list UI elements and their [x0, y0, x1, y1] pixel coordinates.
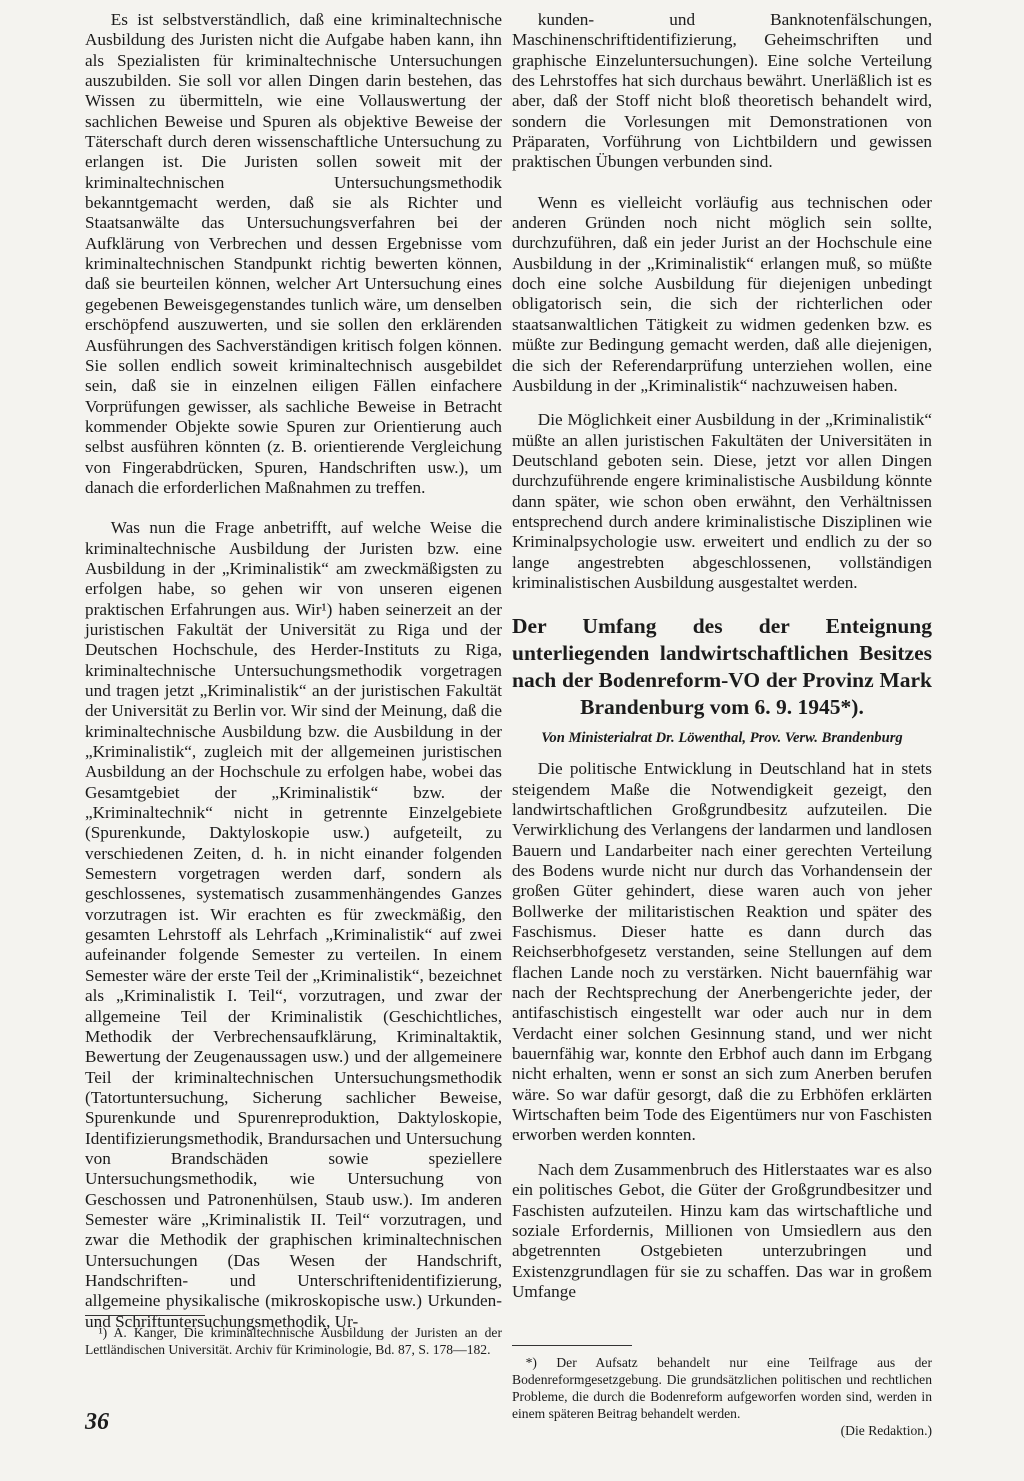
footnote-text: ¹) A. Kanger, Die kriminaltechnische Ausbildung der Juristen an der Lettländischen Universität. Archiv für Kriminologie, Bd. 87, S. 178—182. [85, 1325, 502, 1357]
article-title: Der Umfang des der Enteignung unterliegenden landwirtschaftlichen Besitzes nach der Bodenreform-VO der Provinz Mark Brandenburg vom 6. 9. 1945*). [512, 614, 932, 720]
footnote-signature: (Die Redaktion.) [840, 1423, 932, 1438]
footnote-divider [85, 1315, 205, 1316]
footnote-left [85, 1324, 502, 1358]
footnote-text: *) Der Aufsatz behandelt nur eine Teilfrage aus der Bodenreformgesetzgebung. Die grundsätzlichen politischen und rechtlichen Probleme, die durch die Bodenreform aufgeworfen worden sind, werden in einem späteren Beitrag behandelt werden. [512, 1355, 932, 1421]
paragraph: Was nun die Frage anbetrifft, auf welche Weise die kriminaltechnische Ausbildung der Juristen bzw. eine Ausbildung in der „Kriminalistik“ am zweckmäßigsten zu erfolgen habe, so gehen wir von unseren eigenen praktischen Erfahrungen aus. Wir¹) haben seinerzeit an der juristischen Fakultät der Universität zu Riga und der Deutschen Hochschule, des Herder-Instituts zu Riga, kriminaltechnische Untersuchungsmethodik vorgetragen und tragen jetzt „Kriminalistik“ an der juristischen Fakultät der Universität zu Berlin vor. Wir sind der Meinung, daß die kriminaltechnische Ausbildung bzw. die Ausbildung in der „Kriminalistik“, zugleich mit der allgemeinen juristischen Ausbildung an der Hochschule zu erfolgen habe, wobei das Gesamtgebiet der „Kriminalistik“ bzw. der „Kriminaltechnik“ nicht in getrennte Einzelgebiete (Spurenkunde, Daktyloskopie usw.) aufgeteilt, zu verschiedenen Zeiten, d. h. in nicht einander folgenden Semestern vorgetragen werden darf, sondern als geschlossenes, systematisch zusammenhängendes Ganzes vorzutragen ist. Wir erachten es für zweckmäßig, den gesamten Lehrstoff als Lehrfach „Kriminalistik“ auf zwei aufeinander folgende Semester zu verteilen. In einem Semester wäre der erste Teil der „Kriminalistik“, bezeichnet als „Kriminalistik I. Teil“, vorzutragen, und zwar der allgemeine Teil der Kriminalistik (Geschichtliches, Methodik der Verbrechensaufklärung, Kriminaltaktik, Bewertung der Zeugenaussagen usw.) und der allgemeinere Teil der kriminaltechnischen Untersuchungsmethodik (Tatortuntersuchung, Sicherung sachlicher Beweise, Spurenkunde und Spurenreproduktion, Daktyloskopie, Identifizierungsmethodik, Brandursachen und Untersuchung von Brandschäden sowie speziellere Untersuchungsmethodik, wie Untersuchung von Geschossen und Patronenhülsen, Staub usw.). Im anderen Semester wäre „Kriminalistik II. Teil“ vorzutragen, und zwar die Methodik der graphischen kriminaltechnischen Untersuchungen (Das Wesen der Handschrift, Handschriften- und Unterschriftenidentifizierung, allgemeine physikalische (mikroskopische usw.) Urkunden- und Schriftuntersuchungsmethodik, Ur- [85, 518, 502, 1331]
paragraph: Wenn es vielleicht vorläufig aus technischen oder anderen Gründen noch nicht möglich sein sollte, durchzuführen, daß ein jeder Jurist an der Hochschule eine Ausbildung in der „Kriminalistik“ erlangen muß, so müßte doch eine solche Ausbildung für diejenigen unbedingt obligatorisch sein, die sich der richterlichen oder staatsanwaltlichen Tätigkeit zu widmen gedenken bzw. es müßte zur Bedingung gemacht werden, daß alle diejenigen, die sich der Referendarprüfung unterziehen wollen, eine Ausbildung in der „Kriminalistik“ nachzuweisen haben. [512, 192, 932, 395]
page-number: 36 [85, 1409, 109, 1435]
footnote-divider [512, 1345, 632, 1346]
right-column [512, 10, 932, 1302]
paragraph: kunden- und Banknotenfälschungen, Maschinenschriftidentifizierung, Geheimschriften und graphische Einzeluntersuchungen). Eine solche Verteilung des Lehrstoffes hat sich durchaus bewährt. Unerläßlich ist es aber, daß der Stoff nicht bloß theoretisch behandelt wird, sondern die Vorlesungen mit Demonstrationen von Präparaten, Vorführung von Lichtbildern und gewissen praktischen Übungen verbunden sind. [512, 10, 932, 172]
left-column [85, 10, 502, 1332]
paragraph: Nach dem Zusammenbruch des Hitlerstaates war es also ein politisches Gebot, die Güter der Großgrundbesitzer und Faschisten aufzuteilen. Hinzu kam das wirtschaftliche und soziale Erfordernis, Millionen von Umsiedlern aus den abgetrennten Ostgebieten unterzubringen und Existenzgrundlagen für sie zu schaffen. Das war in großem Umfange [512, 1159, 932, 1301]
article-byline: Von Ministerialrat Dr. Löwenthal, Prov. Verw. Brandenburg [541, 730, 903, 747]
footnote-right [512, 1354, 932, 1439]
paragraph: Die Möglichkeit einer Ausbildung in der „Kriminalistik“ müßte an allen juristischen Fakultäten der Universitäten in Deutschland geboten sein. Diese, jetzt vor allen Dingen durchzuführende engere kriminalistische Ausbildung könnte dann später, wie schon oben erwähnt, den Verhältnissen entsprechend durch andere kriminalistische Disziplinen wie Kriminalpsychologie usw. erweitert und endlich zu der so lange angestrebten abgeschlossenen, vollständigen kriminalistischen Ausbildung ausgestaltet werden. [512, 410, 932, 592]
paragraph: Es ist selbstverständlich, daß eine kriminaltechnische Ausbildung des Juristen nicht die Aufgabe haben kann, ihn als Spezialisten für kriminaltechnische Untersuchungen auszubilden. Sie soll vor allen Dingen darin bestehen, das Wissen zu übermitteln, wie eine Vollauswertung der sachlichen Beweise und Spuren als objektive Beweise der Täterschaft durch deren wissenschaftliche Untersuchung zu erlangen ist. Die Juristen sollen soweit mit der kriminaltechnischen Untersuchungsmethodik bekanntgemacht werden, daß sie als Richter und Staatsanwälte das Untersuchungsverfahren bei der Aufklärung von Verbrechen und dessen Ergebnisse vom kriminaltechnischen Standpunkt richtig bewerten können, daß sie beurteilen können, welcher Art Untersuchung eines gegebenen Beweisgegenstandes tunlich wäre, um denselben erschöpfend auszuwerten, und sie sollen den erklärenden Ausführungen des Sachverständigen kritisch folgen können. Sie sollen endlich soweit kriminaltechnisch ausgebildet sein, daß sie in einzelnen eiligen Fällen einfachere Vorprüfungen gewisser, als sachliche Beweise in Betracht kommender Objekte sowie Spuren zur Orientierung auch selbst ausführen könnten (z. B. orientierende Vergleichung von Fingerabdrücken, Spuren, Handschriften usw.), um danach die erforderlichen Maßnahmen zu treffen. [85, 10, 502, 497]
paragraph: Die politische Entwicklung in Deutschland hat in stets steigendem Maße die Notwendigkeit gezeigt, den landwirtschaftlichen Großgrundbesitz aufzuteilen. Die Verwirklichung des Verlangens der landarmen und landlosen Bauern und Landarbeiter nach einer gerechten Verteilung des Bodens wurde nicht nur durch das Vorhandensein der großen Güter gehindert, diese waren auch von jeher Bollwerke der militaristischen Reaktion und später des Faschismus. Dieser hatte es dann durch das Reichserbhofgesetz verstanden, seine Stellungen auf dem flachen Lande noch zu verstärken. Nicht bauernfähig war nach der Rechtsprechung der Anerbengerichte jeder, der antifaschistisch eingestellt war oder auch nur in dem Verdacht einer solchen Gesinnung stand, und wer nicht bauernfähig war, konnte den Erbhof auch dann im Erbgang nicht erhalten, wenn er sonst an sich zum Anerben berufen wäre. So war dafür gesorgt, daß die zu Erbhöfen erklärten Wirtschaften beim Tode des Eigentümers nur von Faschisten erworben werden konnten. [512, 759, 932, 1145]
